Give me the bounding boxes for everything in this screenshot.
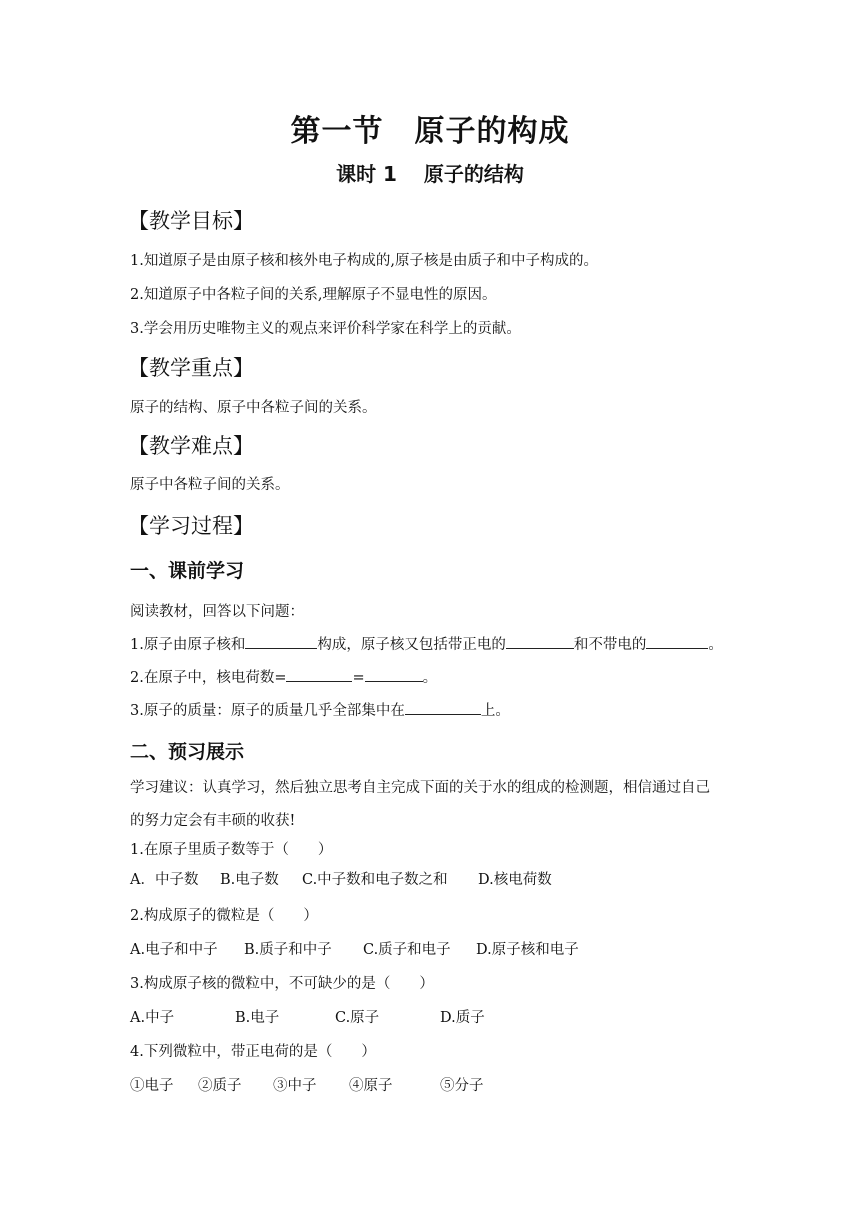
quiz-options-4 (130, 1074, 484, 1095)
quiz-question-2: 2.构成原子的微粒是（ ） (130, 908, 318, 924)
quiz-question-1: 1.在原子里质子数等于（ ） (130, 842, 333, 858)
question-text: 和不带电的 (573, 637, 647, 653)
question-text: 构成，原子核又包括带正电的 (317, 637, 506, 653)
objective-item: 3.学会用历史唯物主义的观点来评价科学家在科学上的贡献。 (130, 321, 521, 337)
option[interactable]: ②质子 (198, 1078, 242, 1094)
quiz-question-4: 4.下列微粒中，带正电荷的是（ ） (130, 1044, 376, 1060)
answer-blank[interactable] (245, 634, 317, 649)
objective-item: 2.知道原子中各粒子间的关系,理解原子不显电性的原因。 (130, 287, 497, 303)
preview-advice: 的努力定会有丰硕的收获! (130, 813, 296, 829)
option[interactable]: D.核电荷数 (478, 872, 552, 888)
option[interactable]: A．中子数 (130, 872, 199, 888)
pre-study-question-1 (130, 633, 723, 654)
option[interactable]: ③中子 (273, 1078, 317, 1094)
answer-blank[interactable] (646, 634, 708, 649)
question-text: 1.原子由原子核和 (130, 637, 246, 653)
answer-blank[interactable] (405, 700, 481, 715)
option[interactable]: C.原子 (335, 1010, 380, 1026)
page-title: 第一节 原子的构成 (290, 114, 570, 149)
process-heading: 【学习过程】 (128, 514, 254, 538)
lesson-subtitle: 课时 1 原子的结构 (336, 162, 524, 186)
pre-study-question-2 (130, 666, 437, 687)
question-text: 3.原子的质量：原子的质量几乎全部集中在 (130, 703, 405, 719)
pre-study-heading: 一、课前学习 (130, 560, 245, 582)
quiz-options-1 (130, 868, 552, 889)
answer-blank[interactable] (506, 634, 574, 649)
option[interactable]: B.电子数 (220, 872, 279, 888)
objective-item: 1.知道原子是由原子核和核外电子构成的,原子核是由质子和中子构成的。 (130, 253, 598, 269)
question-text: = (352, 670, 365, 686)
quiz-options-2 (130, 938, 579, 959)
pre-study-intro: 阅读教材，回答以下问题： (130, 604, 304, 620)
key-points-heading: 【教学重点】 (128, 356, 254, 380)
preview-heading: 二、预习展示 (130, 741, 245, 763)
question-text: 。 (422, 670, 438, 686)
preview-advice: 学习建议：认真学习，然后独立思考自主完成下面的关于水的组成的检测题，相信通过自己 (130, 780, 710, 796)
option[interactable]: ⑤分子 (440, 1078, 484, 1094)
option[interactable]: B.电子 (235, 1010, 280, 1026)
difficulties-heading: 【教学难点】 (128, 434, 254, 458)
option[interactable]: A.中子 (130, 1010, 175, 1026)
option[interactable]: C.质子和电子 (363, 942, 451, 958)
pre-study-question-3 (130, 699, 510, 720)
option[interactable]: A.电子和中子 (130, 942, 218, 958)
quiz-question-3: 3.构成原子核的微粒中，不可缺少的是（ ） (130, 976, 434, 992)
answer-blank[interactable] (365, 667, 423, 682)
option[interactable]: D.原子核和电子 (476, 942, 579, 958)
question-text: 。 (708, 637, 723, 653)
option[interactable]: ④原子 (349, 1078, 393, 1094)
option[interactable]: C.中子数和电子数之和 (302, 872, 448, 888)
quiz-options-3 (130, 1006, 485, 1027)
option[interactable]: ①电子 (130, 1078, 174, 1094)
option[interactable]: B.质子和中子 (244, 942, 332, 958)
difficulties-text: 原子中各粒子间的关系。 (130, 477, 290, 493)
answer-blank[interactable] (286, 667, 352, 682)
option[interactable]: D.质子 (440, 1010, 485, 1026)
objectives-heading: 【教学目标】 (128, 209, 254, 233)
key-points-text: 原子的结构、原子中各粒子间的关系。 (130, 400, 377, 416)
question-text: 上。 (480, 703, 510, 719)
question-text: 2.在原子中，核电荷数= (130, 670, 287, 686)
